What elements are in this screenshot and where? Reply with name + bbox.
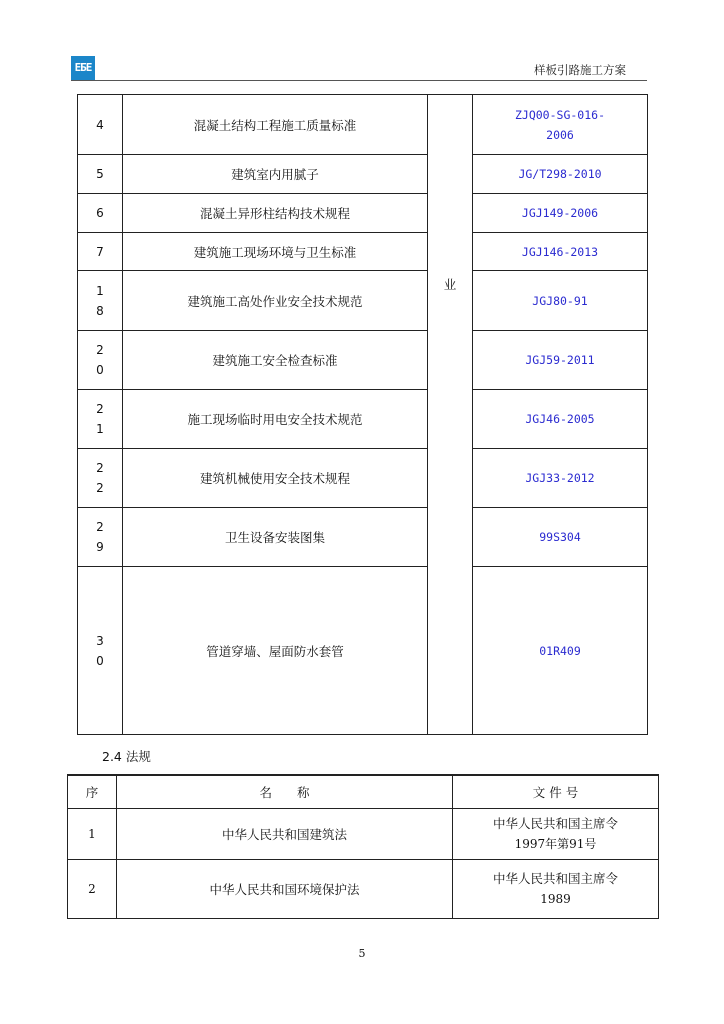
standard-name: 管道穿墙、屋面防水套管 <box>123 567 428 735</box>
table-row <box>78 95 648 155</box>
standard-code: 99S304 <box>473 508 648 567</box>
standard-code: JG/T298-2010 <box>473 155 648 194</box>
header-doc: 文 件 号 <box>453 775 659 808</box>
header-seq: 序 <box>68 775 117 808</box>
row-number: 6 <box>78 194 123 233</box>
standard-name: 混凝土异形柱结构技术规程 <box>123 194 428 233</box>
page-number: 5 <box>358 947 366 960</box>
standard-name: 建筑室内用腻子 <box>123 155 428 194</box>
row-number: 2 0 <box>78 331 123 390</box>
standard-code: ZJQ00-SG-016- 2006 <box>473 95 648 155</box>
header-name: 名 称 <box>117 775 453 808</box>
law-doc-number: 中华人民共和国主席令 1989 <box>453 859 659 918</box>
table-row <box>78 449 648 508</box>
row-number: 7 <box>78 233 123 271</box>
table-row <box>78 567 648 735</box>
row-number: 2 2 <box>78 449 123 508</box>
standard-name: 建筑施工现场环境与卫生标准 <box>123 233 428 271</box>
document-title: 样板引路施工方案 <box>534 63 626 77</box>
table-row <box>78 390 648 449</box>
table-row <box>78 508 648 567</box>
table-header-row <box>68 775 659 808</box>
standard-name: 混凝土结构工程施工质量标准 <box>123 95 428 155</box>
standard-name: 建筑机械使用安全技术规程 <box>123 449 428 508</box>
row-number: 4 <box>78 95 123 155</box>
table-row <box>78 194 648 233</box>
table-row <box>78 331 648 390</box>
table-row <box>78 271 648 331</box>
law-seq: 2 <box>68 859 117 918</box>
standard-code: JGJ146-2013 <box>473 233 648 271</box>
row-number: 3 0 <box>78 567 123 735</box>
standards-table <box>77 94 648 735</box>
row-number: 1 8 <box>78 271 123 331</box>
category-cell: 业 <box>428 95 473 735</box>
standard-code: JGJ149-2006 <box>473 194 648 233</box>
law-name: 中华人民共和国建筑法 <box>117 808 453 859</box>
standard-code: JGJ33-2012 <box>473 449 648 508</box>
section-heading: 2.4 法规 <box>102 749 151 764</box>
law-seq: 1 <box>68 808 117 859</box>
standard-name: 建筑施工高处作业安全技术规范 <box>123 271 428 331</box>
table-row <box>78 233 648 271</box>
row-number: 2 1 <box>78 390 123 449</box>
table-row <box>68 808 659 859</box>
law-doc-number: 中华人民共和国主席令 1997年第91号 <box>453 808 659 859</box>
row-number: 5 <box>78 155 123 194</box>
standard-code: JGJ59-2011 <box>473 331 648 390</box>
law-name: 中华人民共和国环境保护法 <box>117 859 453 918</box>
standard-code: JGJ80-91 <box>473 271 648 331</box>
table-row <box>78 155 648 194</box>
header-divider <box>71 80 647 81</box>
standard-name: 卫生设备安装图集 <box>123 508 428 567</box>
standard-code: 01R409 <box>473 567 648 735</box>
table-row <box>68 859 659 918</box>
standard-code: JGJ46-2005 <box>473 390 648 449</box>
standard-name: 施工现场临时用电安全技术规范 <box>123 390 428 449</box>
row-number: 2 9 <box>78 508 123 567</box>
company-logo: ЕБЕ <box>71 56 95 80</box>
laws-table <box>67 774 659 919</box>
standard-name: 建筑施工安全检查标准 <box>123 331 428 390</box>
